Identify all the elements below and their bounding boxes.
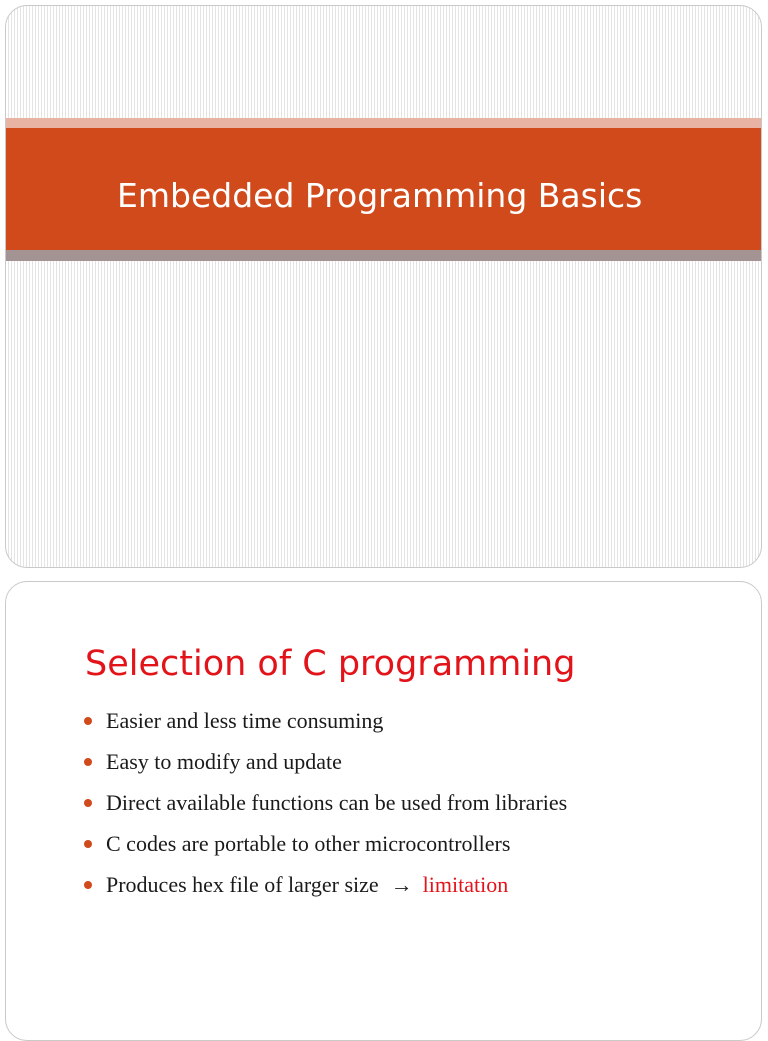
bullet-item bbox=[84, 823, 567, 864]
bullet-list bbox=[84, 700, 567, 905]
bullet-text: Easier and less time consuming bbox=[106, 707, 384, 733]
limitation-highlight: limitation bbox=[422, 871, 509, 897]
bullet-item bbox=[84, 864, 567, 905]
slide-heading: Selection of C programming bbox=[85, 644, 576, 684]
bullet-text: C codes are portable to other microcontrollers bbox=[106, 830, 511, 856]
bullet-text: Easy to modify and update bbox=[106, 748, 342, 774]
right-arrow-icon: → bbox=[390, 871, 413, 897]
title-band-top-stripe bbox=[6, 118, 761, 128]
bullet-text: Direct available functions can be used from libraries bbox=[106, 789, 568, 815]
title-band-bottom-stripe bbox=[6, 250, 761, 261]
title-slide bbox=[5, 5, 762, 568]
bullet-dot-icon bbox=[84, 799, 92, 807]
bullet-dot-icon bbox=[84, 758, 92, 766]
bullet-item bbox=[84, 741, 567, 782]
bullet-dot-icon bbox=[84, 840, 92, 848]
content-slide bbox=[5, 581, 762, 1041]
bullet-item bbox=[84, 782, 567, 823]
bullet-dot-icon bbox=[84, 881, 92, 889]
slide-title: Embedded Programming Basics bbox=[117, 176, 643, 215]
bullet-text: Produces hex file of larger size bbox=[106, 871, 379, 897]
bullet-item bbox=[84, 700, 567, 741]
bullet-dot-icon bbox=[84, 717, 92, 725]
